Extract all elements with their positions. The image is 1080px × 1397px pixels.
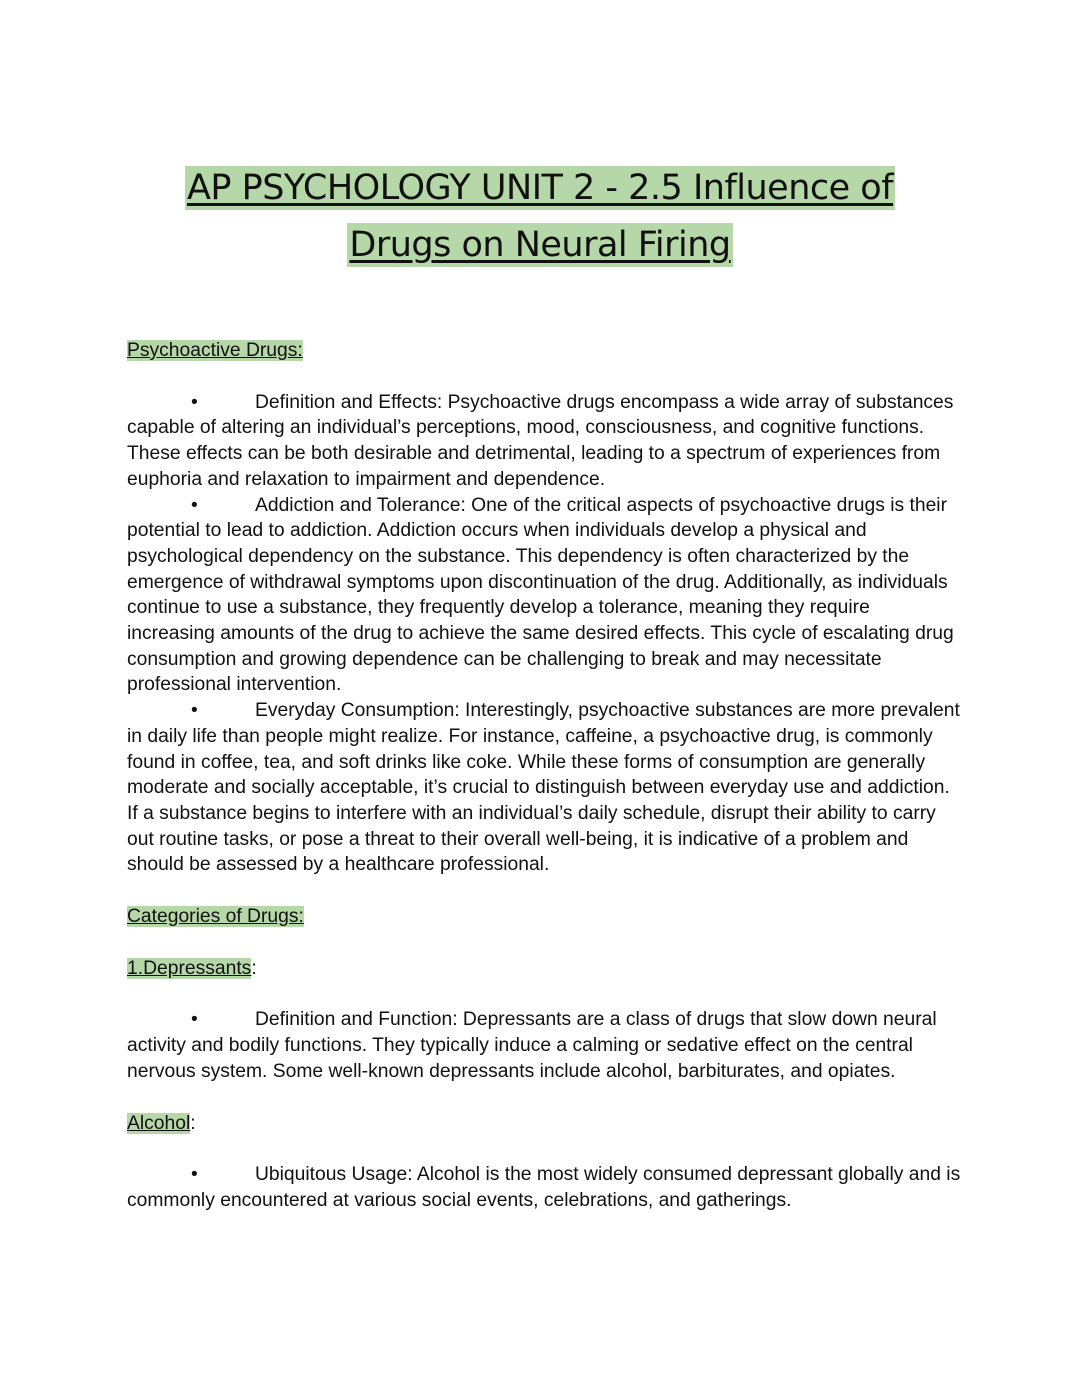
bullet-icon: • bbox=[191, 391, 198, 413]
section-alcohol: Alcohol: bbox=[127, 1112, 196, 1134]
bullet-icon: • bbox=[191, 1009, 198, 1031]
list-item: • Addiction and Tolerance: One of the critical aspects of psychoactive drugs is their potential to lead to addiction. Addiction occurs when individuals develop a physical and psychological dependency on the substance. This dependency is often characterized by the emergence of withdrawal symptoms upon discontinuation of the drug. Additionally, as individuals continue to use a substance, they frequently develop a tolerance, meaning they require increasing amounts of the drug to achieve the same desired effects. This cycle of escalating drug consumption and growing dependence can be challenging to break and may necessitate professional intervention. bbox=[127, 494, 954, 696]
title-line-1: AP PSYCHOLOGY UNIT 2 - 2.5 Influence of bbox=[186, 168, 894, 208]
section-depressants: 1.Depressants: bbox=[127, 957, 257, 979]
list-item: • Ubiquitous Usage: Alcohol is the most widely consumed depressant globally and is commonly encountered at various social events, celebrations, and gatherings. bbox=[127, 1164, 961, 1211]
section-categories bbox=[127, 904, 962, 930]
heading-alcohol: Alcohol bbox=[127, 1112, 191, 1134]
list-item: • Everyday Consumption: Interestingly, psychoactive substances are more prevalent in daily life than people might realize. For instance, caffeine, a psychoactive drug, is commonly found in coffee, tea, and soft drinks like coke. While these forms of consumption are generally moderate and socially acceptable, it’s crucial to distinguish between everyday use and addiction. If a substance begins to interfere with an individual’s daily schedule, disrupt their ability to carry out routine tasks, or pose a threat to their overall well-being, it is indicative of a problem and should be assessed by a healthcare professional. bbox=[127, 700, 960, 876]
title-line-2: Drugs on Neural Firing bbox=[349, 225, 731, 265]
depressants-bullets bbox=[127, 1007, 962, 1084]
list-item: • Definition and Function: Depressants are a class of drugs that slow down neural activity and bodily functions. They typically induce a calming or sedative effect on the central nervous system. Some well-known depressants include alcohol, barbiturates, and opiates. bbox=[127, 1009, 937, 1082]
alcohol-bullets bbox=[127, 1162, 962, 1213]
bullet-icon: • bbox=[191, 1164, 198, 1186]
heading-categories: Categories of Drugs: bbox=[127, 906, 304, 928]
list-item: • Definition and Effects: Psychoactive drugs encompass a wide array of substances capable of altering an individual’s perceptions, mood, consciousness, and cognitive functions. These effects can be both desirable and detrimental, leading to a spectrum of experiences from euphoria and relaxation to impairment and dependence. bbox=[127, 391, 954, 490]
document-title bbox=[0, 160, 1080, 274]
bullet-icon: • bbox=[191, 494, 198, 516]
section-psychoactive bbox=[127, 338, 962, 364]
heading-psychoactive-drugs: Psychoactive Drugs: bbox=[127, 340, 303, 361]
psychoactive-bullets bbox=[127, 390, 962, 878]
bullet-icon: • bbox=[191, 700, 198, 722]
heading-depressants: 1.Depressants bbox=[127, 957, 252, 979]
